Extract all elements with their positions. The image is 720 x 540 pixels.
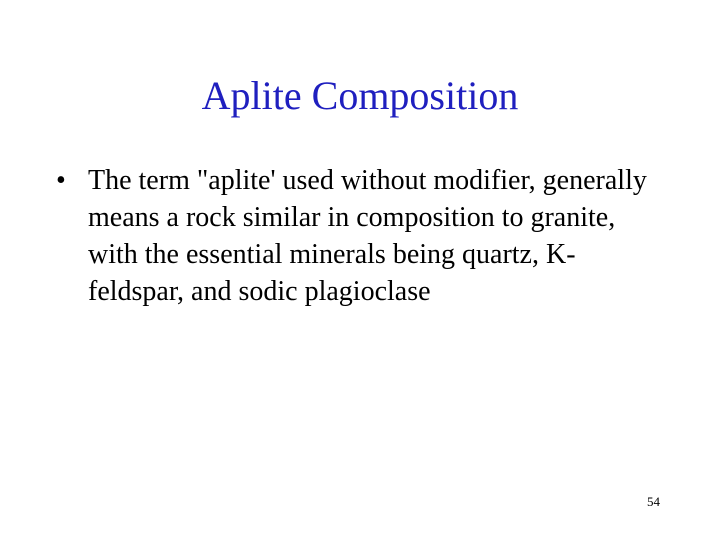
bullet-list — [56, 162, 666, 310]
slide-title: Aplite Composition — [201, 73, 519, 118]
bullet-item — [56, 162, 666, 310]
page-number: 54 — [647, 494, 660, 509]
bullet-text: The term "aplite' used without modifier, generally means a rock similar in composition to granite, with the essential minerals being quartz, K-feldspar, and sodic plagioclase — [88, 165, 647, 307]
bullet-marker: • — [56, 165, 66, 196]
